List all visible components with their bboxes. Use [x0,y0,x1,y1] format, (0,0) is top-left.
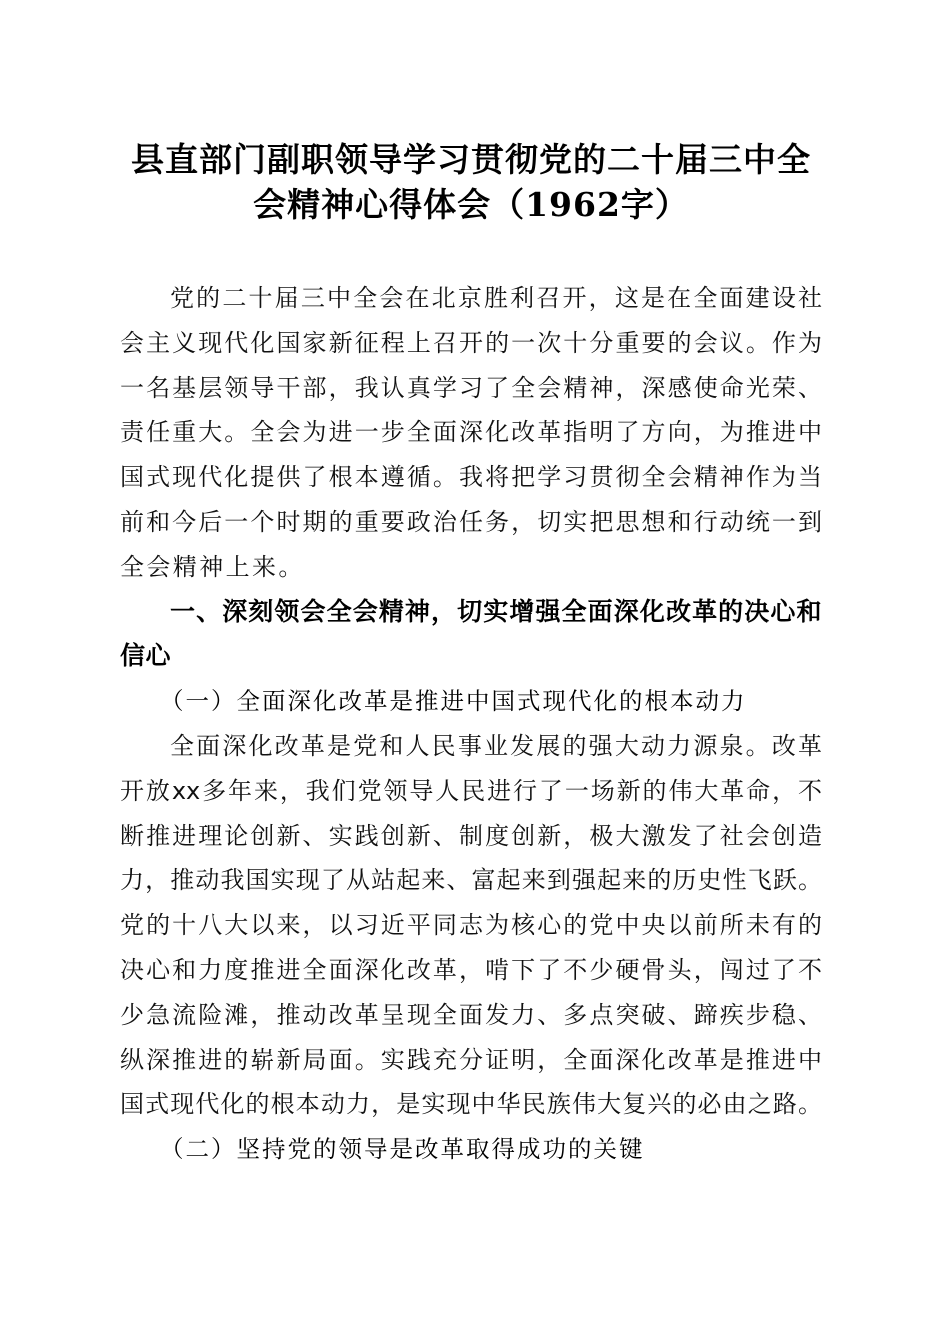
subheading-1 [120,679,822,724]
paragraph-line: 责任重大。全会为进一步全面深化改革指明了方向，为推进中 [120,418,822,447]
paragraph-line: 决心和力度推进全面深化改革，啃下了不少硬骨头，闯过了不 [120,955,822,984]
title-line-1: 县直部门副职领导学习贯彻党的二十届三中全 [131,140,811,179]
paragraph-line: 国式现代化的根本动力，是实现中华民族伟大复兴的必由之路。 [120,1090,822,1119]
paragraph-line: 会主义现代化国家新征程上召开的一次十分重要的会议。作为 [120,328,822,357]
document-title [120,137,822,227]
paragraph-line: 前和今后一个时期的重要政治任务，切实把思想和行动统一到 [120,507,822,536]
paragraph-line: 全面深化改革是党和人民事业发展的强大动力源泉。改革 [170,731,822,760]
paragraph-line: 开放xx多年来，我们党领导人民进行了一场新的伟大革命，不 [120,776,822,805]
subheading-2 [120,1127,822,1172]
subheading-line: （一）全面深化改革是推进中国式现代化的根本动力 [160,687,747,716]
paragraph-line: 国式现代化提供了根本遵循。我将把学习贯彻全会精神作为当 [120,463,822,492]
paragraph-line: 纵深推进的崭新局面。实践充分证明，全面深化改革是推进中 [120,1045,822,1074]
document-body [120,276,822,1172]
paragraph-intro [120,276,822,590]
heading-line: 信心 [120,642,172,671]
paragraph-line: 一名基层领导干部，我认真学习了全会精神，深感使命光荣、 [120,373,822,402]
paragraph-line: 力，推动我国实现了从站起来、富起来到强起来的历史性飞跃。 [120,866,822,895]
subheading-line: （二）坚持党的领导是改革取得成功的关键 [160,1135,645,1164]
paragraph-line: 少急流险滩，推动改革呈现全面发力、多点突破、蹄疾步稳、 [120,1000,822,1029]
paragraph-line: 全会精神上来。 [120,552,305,581]
paragraph-line: 断推进理论创新、实践创新、制度创新，极大激发了社会创造 [120,821,822,850]
paragraph-line: 党的二十届三中全会在北京胜利召开，这是在全面建设社 [170,284,822,312]
heading-line: 一、深刻领会全会精神，切实增强全面深化改革的决心和 [170,597,822,626]
paragraph-reform [120,724,822,1127]
title-line-2: 会精神心得体会（1962字） [253,185,689,224]
section-heading-1 [120,590,822,680]
paragraph-line: 党的十八大以来，以习近平同志为核心的党中央以前所未有的 [120,911,822,940]
